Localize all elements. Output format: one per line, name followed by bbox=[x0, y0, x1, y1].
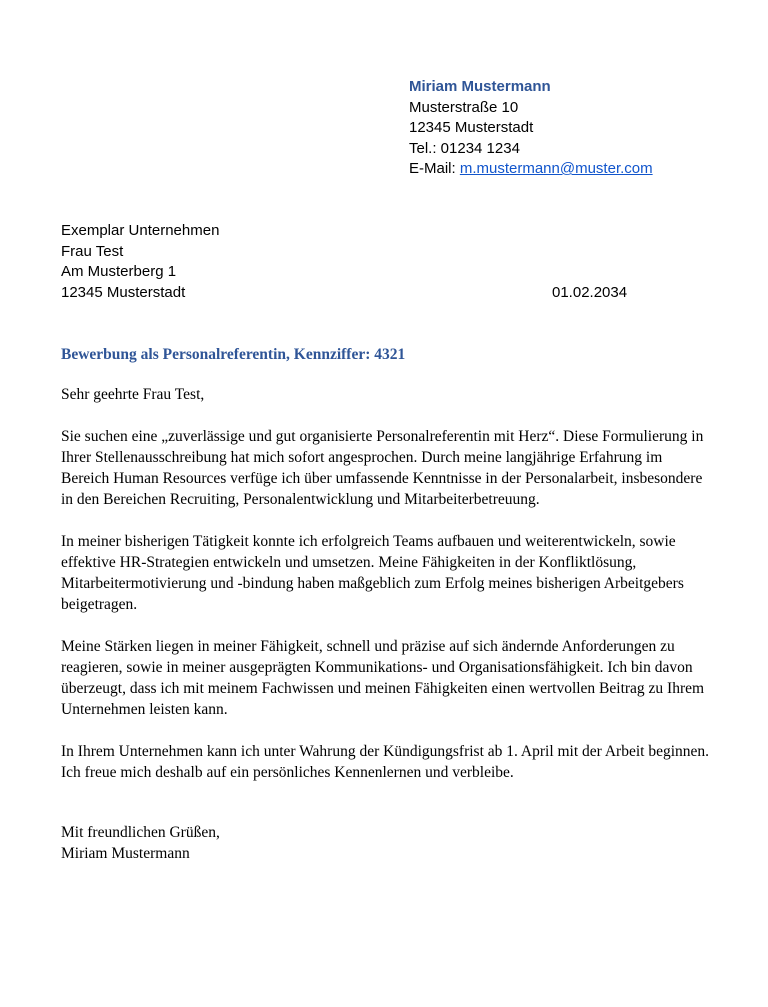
closing-greeting: Mit freundlichen Grüßen, bbox=[61, 824, 220, 841]
recipient-address-block bbox=[61, 221, 219, 303]
recipient-contact: Frau Test bbox=[61, 242, 124, 260]
sender-street: Musterstraße 10 bbox=[409, 98, 519, 116]
sender-phone: Tel.: 01234 1234 bbox=[409, 139, 520, 157]
sender-email-link[interactable]: m.mustermann@muster.com bbox=[459, 160, 653, 177]
body-paragraph-3: Meine Stärken liegen in meiner Fähigkeit, schnell und präzise auf sich ändernde Anforderungen zu reagieren, sowie in meiner ausgeprägten Kommunikations- und Organisationsfähigkeit. Ich bin davon überzeugt, dass ich mit meinem Fachwissen und meinen Fähigkeiten einen wertvollen Beitrag zu Ihrem Unternehmen leisten kann. bbox=[61, 638, 705, 718]
body-paragraph-1: Sie suchen eine „zuverlässige und gut organisierte Personalreferentin mit Herz“. Diese Formulierung in Ihrer Stellenausschreibung hat mich sofort angesprochen. Durch meine langjährige Erfahrung im Bereich Human Resources verfüge ich über umfassende Kenntnisse in der Personalarbeit, insbesondere in den Bereichen Recruiting, Personalentwicklung und Mitarbeiterbetreuung. bbox=[61, 428, 704, 508]
sender-name: Miriam Mustermann bbox=[409, 78, 551, 95]
recipient-city: 12345 Musterstadt bbox=[61, 283, 186, 301]
recipient-company: Exemplar Unternehmen bbox=[61, 222, 220, 239]
letter-body bbox=[61, 384, 711, 804]
letter-date: 01.02.2034 bbox=[552, 284, 628, 301]
signature-name: Miriam Mustermann bbox=[61, 845, 190, 862]
sender-email-label: E-Mail: bbox=[409, 160, 460, 177]
letter-closing bbox=[61, 822, 220, 864]
sender-address-block bbox=[409, 77, 653, 180]
body-paragraph-4: In Ihrem Unternehmen kann ich unter Wahrung der Kündigungsfrist ab 1. April mit der Arbeit beginnen. Ich freue mich deshalb auf ein persönliches Kennenlernen und verbleibe. bbox=[61, 743, 710, 781]
salutation: Sehr geehrte Frau Test, bbox=[61, 386, 205, 403]
body-paragraph-2: In meiner bisherigen Tätigkeit konnte ich erfolgreich Teams aufbauen und weiterentwickeln, sowie effektive HR-Strategien entwickeln und umsetzen. Meine Fähigkeiten in der Konfliktlösung, Mitarbeitermotivierung und -bindung haben maßgeblich zum Erfolg meines bisherigen Arbeitgebers beigetragen. bbox=[61, 533, 684, 613]
letter-subject: Bewerbung als Personalreferentin, Kennziffer: 4321 bbox=[61, 346, 406, 363]
sender-email-line bbox=[409, 159, 653, 180]
sender-city: 12345 Musterstadt bbox=[409, 119, 534, 136]
recipient-street: Am Musterberg 1 bbox=[61, 263, 177, 280]
